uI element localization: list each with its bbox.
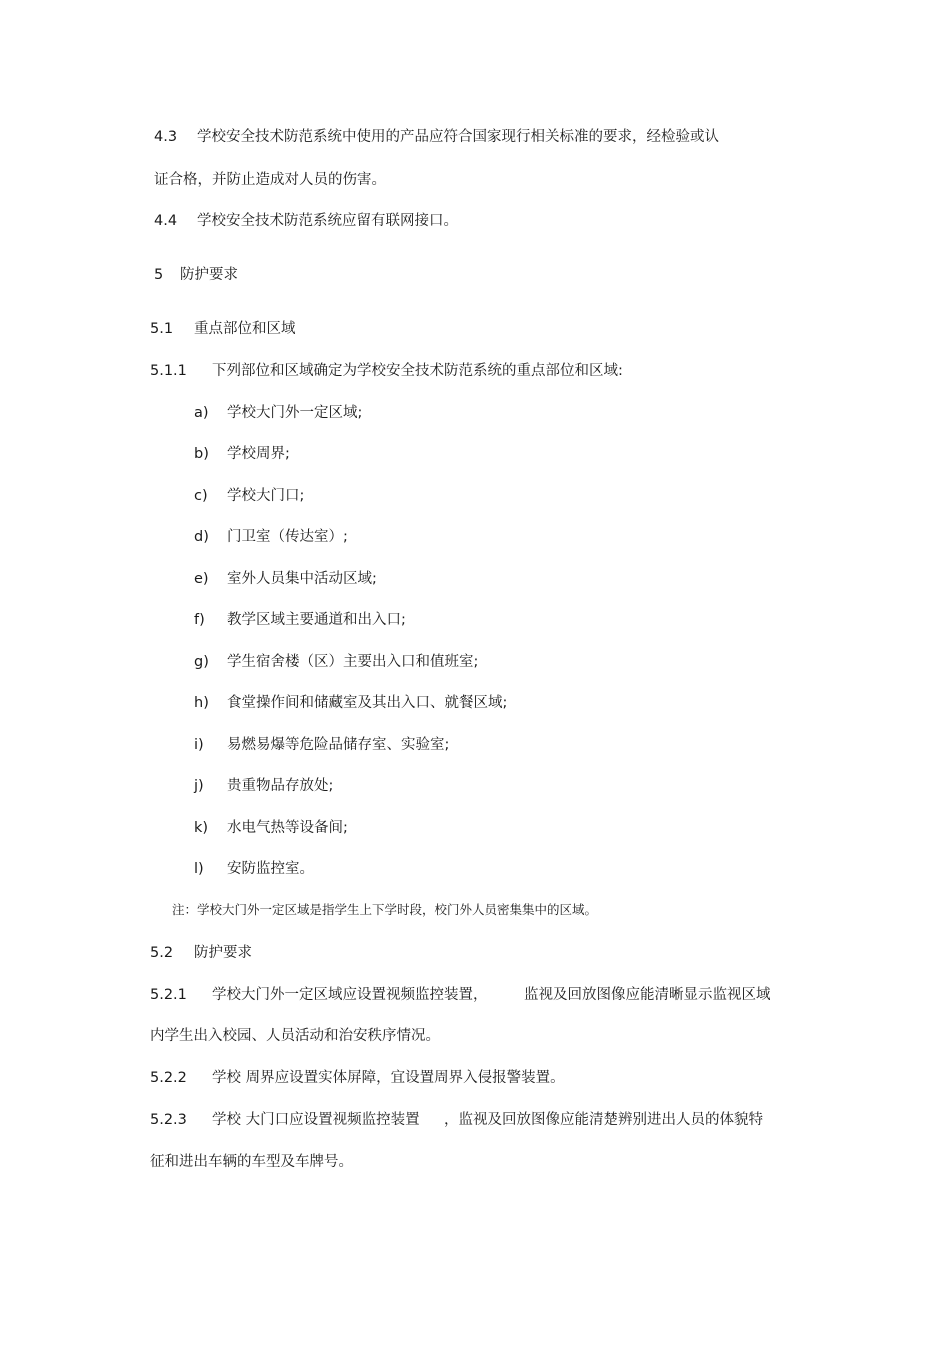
clause-4-3-text-line1: 学校安全技术防范系统中使用的产品应符合国家现行相关标准的要求，经检验或认: [197, 129, 719, 145]
clause-5-1-title: 重点部位和区域: [194, 321, 296, 337]
list-item-label: g): [194, 654, 209, 670]
list-item-text: 水电气热等设备间;: [227, 820, 348, 836]
clause-number-4-3: 4.3: [154, 129, 178, 145]
clause-5-2-2-text: 学校 周界应设置实体屏障，宜设置周界入侵报警装置。: [212, 1070, 565, 1086]
list-item-text: 食堂操作间和储藏室及其出入口、就餐区域;: [227, 695, 508, 711]
clause-5-2-3-text-a: 学校 大门口应设置视频监控装置: [212, 1112, 420, 1128]
list-item-label: l): [194, 861, 204, 877]
list-item-label: a): [194, 405, 209, 421]
clause-4-4-text: 学校安全技术防范系统应留有联网接口。: [197, 213, 458, 229]
clause-number-5-1-1: 5.1.1: [150, 363, 187, 379]
clause-4-3-text-line2: 证合格，并防止造成对人员的伤害。: [154, 172, 386, 188]
clause-number-4-4: 4.4: [154, 213, 178, 229]
list-item-text: 易燃易爆等危险品储存室、实验室;: [227, 737, 450, 753]
list-item-label: f): [194, 612, 205, 628]
list-item-text: 教学区域主要通道和出入口;: [227, 612, 406, 628]
clause-5-2-3-text-line2: 征和进出车辆的车型及车牌号。: [150, 1154, 353, 1170]
list-item-label: i): [194, 737, 204, 753]
section-5-title: 防护要求: [180, 267, 238, 283]
list-item-label: e): [194, 571, 209, 587]
clause-5-2-title: 防护要求: [194, 945, 252, 961]
section-number-5: 5: [154, 267, 164, 283]
list-item-label: c): [194, 488, 208, 504]
list-item-label: h): [194, 695, 209, 711]
list-item-text: 室外人员集中活动区域;: [227, 571, 377, 587]
list-item-label: b): [194, 446, 209, 462]
list-item-label: k): [194, 820, 209, 836]
list-item-text: 安防监控室。: [227, 861, 314, 877]
clause-number-5-1: 5.1: [150, 321, 174, 337]
list-item-text: 门卫室（传达室）;: [227, 529, 348, 545]
clause-5-2-3-text-b: ，监视及回放图像应能清楚辨别进出人员的体貌特: [444, 1112, 763, 1128]
list-item-text: 学生宿舍楼（区）主要出入口和值班室;: [227, 654, 479, 670]
clause-5-1-1-text: 下列部位和区域确定为学校安全技术防范系统的重点部位和区域:: [212, 363, 623, 379]
clause-5-2-1-text-b: 监视及回放图像应能清晰显示监视区域: [524, 987, 771, 1003]
clause-5-2-1-text-line2: 内学生出入校园、人员活动和治安秩序情况。: [150, 1028, 440, 1044]
clause-number-5-2: 5.2: [150, 945, 174, 961]
note-text: 注：学校大门外一定区域是指学生上下学时段，校门外人员密集集中的区域。: [172, 902, 598, 917]
list-item-label: d): [194, 529, 209, 545]
list-item-text: 学校大门外一定区域;: [227, 405, 363, 421]
clause-number-5-2-2: 5.2.2: [150, 1070, 187, 1086]
list-item-label: j): [194, 778, 204, 794]
clause-number-5-2-3: 5.2.3: [150, 1112, 187, 1128]
clause-number-5-2-1: 5.2.1: [150, 987, 187, 1003]
list-item-text: 学校周界;: [227, 446, 290, 462]
clause-5-2-1-text-a: 学校大门外一定区域应设置视频监控装置，: [212, 987, 488, 1003]
list-item-text: 学校大门口;: [227, 488, 305, 504]
list-item-text: 贵重物品存放处;: [227, 778, 334, 794]
